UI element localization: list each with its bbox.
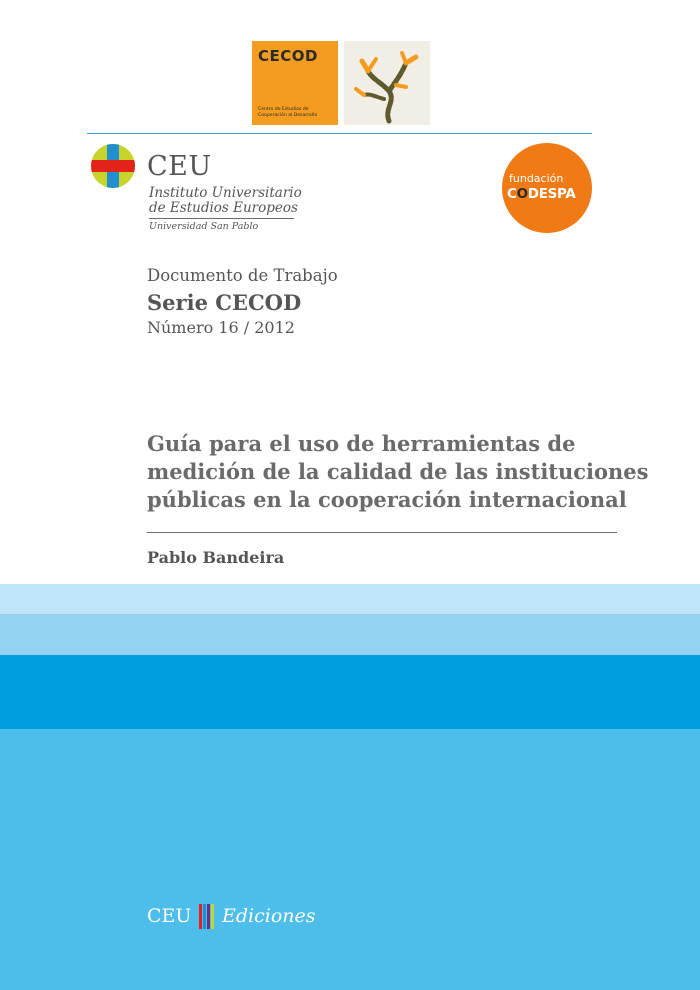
title-divider xyxy=(147,532,617,533)
cecod-logo-subtitle xyxy=(258,107,336,119)
band-base xyxy=(0,729,700,990)
institute-divider xyxy=(149,218,294,219)
band-dark xyxy=(0,655,700,729)
top-divider xyxy=(87,133,592,134)
institute-name-line1: Instituto Universitario xyxy=(149,185,302,201)
publisher-prefix: CEU xyxy=(147,905,192,927)
title-line2: medición de la calidad de las instituciones xyxy=(147,459,649,484)
document-type: Documento de Trabajo xyxy=(147,266,338,285)
cecod-logo xyxy=(252,41,338,125)
institute-name-line2: de Estudios Europeos xyxy=(149,200,298,216)
author-name: Pablo Bandeira xyxy=(147,548,285,567)
codespa-c: C xyxy=(507,186,517,202)
band-light xyxy=(0,584,700,614)
codespa-name xyxy=(507,186,576,202)
codespa-rest: DESPA xyxy=(527,186,576,202)
codespa-o: O xyxy=(516,186,528,202)
codespa-fundacion: fundación xyxy=(509,172,564,185)
title-line3: públicas en la cooperación internacional xyxy=(147,487,627,512)
tree-logo-icon xyxy=(344,41,430,125)
cecod-subtitle-line2: Cooperación al Desarrollo xyxy=(258,113,318,118)
document-title xyxy=(147,430,649,514)
band-mid xyxy=(0,614,700,655)
ceu-emblem-icon xyxy=(90,143,136,189)
title-line1: Guía para el uso de herramientas de xyxy=(147,431,576,456)
ceu-acronym: CEU xyxy=(147,151,212,182)
publisher-name: Ediciones xyxy=(222,905,316,927)
codespa-logo xyxy=(502,143,592,233)
publisher-bars-icon xyxy=(199,904,215,929)
cecod-subtitle-line1: Centro de Estudios de xyxy=(258,107,309,112)
series-name: Serie CECOD xyxy=(147,290,302,315)
series-number: Número 16 / 2012 xyxy=(147,318,295,337)
cecod-logo-name: CECOD xyxy=(258,47,318,65)
university-name: Universidad San Pablo xyxy=(149,221,259,232)
